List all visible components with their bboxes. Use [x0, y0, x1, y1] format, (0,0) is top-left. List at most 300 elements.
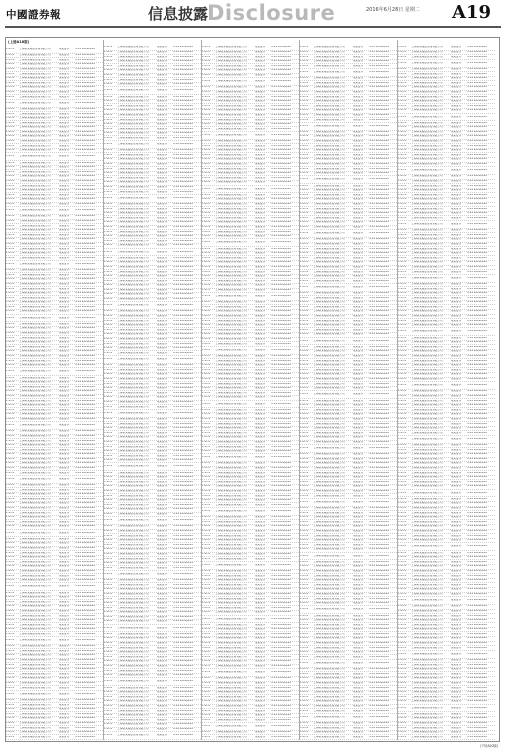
cell-code: 1.21.2 [6, 381, 15, 384]
cell-code: 1.21.2 [104, 579, 113, 582]
cell-code: 1.21.2 [6, 209, 15, 212]
cell-ref: 某某证券 [352, 382, 364, 385]
cell-code: 1.21.2 [104, 230, 113, 233]
cell-code: 1.21.2 [6, 731, 15, 734]
cell-name: 上海某某基金管理有限公司 [19, 569, 51, 572]
cell-num: 0.01 [369, 507, 375, 510]
cell-name: 上海某某基金管理有限公司 [215, 665, 247, 668]
cell-name: 上海某某基金管理有限公司 [215, 118, 247, 121]
cell-code: 1.21.2 [104, 494, 113, 497]
cell-ref: 某某证券 [450, 609, 462, 612]
cell-num: 0.01 [467, 341, 473, 344]
cell-num: 0.01 [271, 284, 277, 287]
cell-date: 2016/6/28 [277, 499, 291, 502]
cell-name: 上海某某基金管理有限公司 [215, 247, 247, 250]
cell-code: 1.21.2 [104, 250, 113, 253]
cell-num: 0.01 [369, 355, 375, 358]
cell-num: 0.01 [271, 718, 277, 721]
cell-date: 2016/6/28 [81, 117, 95, 120]
cell-ref: 某某证券 [58, 477, 70, 480]
cell-ref: 某某证券 [156, 304, 168, 307]
cell-code: 1.21.2 [104, 279, 113, 282]
cell-ref: 某某证券 [352, 193, 364, 196]
cell-name: 上海某某基金管理有限公司 [19, 112, 51, 115]
cell-code: 1.21.2 [6, 614, 15, 617]
cell-name: 上海某某基金管理有限公司 [215, 651, 247, 654]
cell-code: 1.21.2 [6, 81, 15, 84]
cell-code: 1.21.2 [398, 144, 407, 147]
cell-ref: 某某证券 [58, 649, 70, 652]
cell-code: 1.21.2 [300, 64, 309, 67]
cell-num: 0.01 [173, 400, 179, 403]
cell-name: 上海某某基金管理有限公司 [215, 691, 247, 694]
cell-name: 上海某某基金管理有限公司 [215, 187, 247, 190]
cell-code: 1.21.2 [398, 457, 407, 460]
cell-code: 1.21.2 [202, 364, 211, 367]
cell-ref: 某某证券 [58, 376, 70, 379]
cell-date: 2016/6/28 [277, 140, 291, 143]
cell-code: 1.21.2 [398, 198, 407, 201]
cell-ref: 某某证券 [352, 95, 364, 98]
cell-date: 2016/6/28 [179, 207, 193, 210]
cell-ref: 某某证券 [254, 187, 266, 190]
cell-code: 1.21.2 [104, 665, 113, 668]
cell-name: 上海某某基金管理有限公司 [117, 494, 149, 497]
cell-name: 上海某某基金管理有限公司 [411, 448, 443, 451]
cell-ref: 某某证券 [352, 632, 364, 635]
cell-name: 上海某某基金管理有限公司 [19, 708, 51, 711]
cell-ref: 某某证券 [352, 583, 364, 586]
cell-num: 0.01 [173, 203, 179, 205]
cell-name: 上海某某基金管理有限公司 [411, 663, 443, 666]
cell-ref: 某某证券 [156, 118, 168, 121]
cell-num: 0.01 [369, 548, 375, 551]
cell-ref: 某某证券 [254, 284, 266, 287]
cell-num: 0.01 [271, 646, 277, 649]
cell-code: 1.21.2 [300, 333, 309, 336]
cell-date: 2016/6/28 [81, 175, 95, 178]
cell-num: 0.01 [369, 172, 375, 175]
cell-num: 0.01 [173, 73, 179, 76]
cell-date: 2016/6/28 [179, 136, 193, 139]
cell-date: 2016/6/28 [277, 417, 291, 420]
cell-ref: 某某证券 [450, 324, 462, 327]
cell-name: 上海某某基金管理有限公司 [411, 700, 443, 703]
cell-date: 2016/6/28 [81, 546, 95, 549]
cell-code: 1.21.2 [104, 293, 113, 296]
cell-ref: 某某证券 [254, 359, 266, 362]
cell-num: 0.01 [75, 467, 81, 470]
cell-name: 上海某某基金管理有限公司 [313, 55, 345, 58]
cell-num: 0.01 [75, 224, 81, 227]
cell-ref: 某某证券 [254, 373, 266, 376]
cell-code: 1.21.2 [300, 382, 309, 385]
cell-ref: 某某证券 [58, 126, 70, 129]
cell-code: 1.21.2 [398, 652, 407, 655]
table-column-3 [202, 46, 299, 740]
cell-name: 上海某某基金管理有限公司 [117, 597, 149, 600]
cell-name: 上海某某基金管理有限公司 [215, 700, 247, 703]
cell-num: 0.01 [173, 176, 179, 179]
cell-ref: 某某证券 [352, 408, 364, 411]
cell-ref: 某某证券 [254, 275, 266, 278]
cell-num: 0.01 [173, 109, 179, 112]
cell-name: 上海某某基金管理有限公司 [313, 682, 345, 685]
table-row [398, 490, 495, 498]
cell-date: 2016/6/28 [277, 382, 291, 385]
cell-date: 2016/6/28 [473, 619, 487, 622]
cell-num: 0.01 [467, 677, 473, 680]
cell-date: 2016/6/28 [473, 242, 487, 245]
cell-date: 2016/6/28 [179, 680, 193, 683]
cell-num: 0.01 [173, 50, 179, 53]
cell-name: 上海某某基金管理有限公司 [313, 172, 345, 175]
cell-ref: 某某证券 [352, 270, 364, 273]
cell-ref: 某某证券 [352, 238, 364, 241]
cell-date: 2016/6/28 [375, 319, 389, 322]
cell-name: 上海某某基金管理有限公司 [411, 121, 443, 124]
cell-ref: 某某证券 [254, 569, 266, 572]
cell-date: 2016/6/28 [179, 674, 193, 677]
cell-num: 0.01 [271, 606, 277, 609]
table-row [398, 382, 495, 390]
cell-num: 0.01 [75, 67, 81, 70]
cell-num: 0.01 [369, 238, 375, 241]
cell-code: 1.21.2 [398, 560, 407, 563]
cell-name: 上海某某基金管理有限公司 [313, 574, 345, 577]
cell-date: 2016/6/28 [375, 422, 389, 425]
cell-code: 1.21.2 [104, 714, 113, 717]
cell-code: 1.21.2 [104, 324, 113, 327]
cell-date: 2016/6/28 [81, 332, 95, 335]
cell-date: 2016/6/28 [277, 704, 291, 707]
cell-ref: 某某证券 [254, 355, 266, 358]
cell-date: 2016/6/28 [473, 663, 487, 666]
cell-code: 1.21.2 [6, 488, 15, 491]
cell-name: 上海某某基金管理有限公司 [313, 597, 345, 600]
cell-name: 上海某某基金管理有限公司 [215, 261, 247, 264]
table-row [104, 571, 201, 579]
cell-name: 上海某某基金管理有限公司 [117, 225, 149, 228]
cell-date: 2016/6/28 [81, 404, 95, 407]
cell-num: 0.01 [75, 735, 81, 738]
cell-num: 0.01 [369, 560, 375, 563]
cell-date: 2016/6/28 [375, 457, 389, 460]
cell-name: 上海某某基金管理有限公司 [411, 511, 443, 514]
cell-name: 上海某某基金管理有限公司 [19, 48, 51, 50]
cell-ref: 某某证券 [352, 565, 364, 568]
cell-ref: 某某证券 [352, 232, 364, 235]
table-row [104, 678, 201, 686]
cell-name: 上海某某基金管理有限公司 [117, 64, 149, 67]
cell-num: 0.01 [369, 382, 375, 385]
cell-name: 上海某某基金管理有限公司 [117, 396, 149, 399]
cell-code: 1.21.2 [202, 167, 211, 170]
cell-ref: 某某证券 [58, 184, 70, 187]
cell-code: 1.21.2 [202, 691, 211, 694]
cell-ref: 某某证券 [450, 457, 462, 460]
cell-num: 0.01 [271, 569, 277, 572]
cell-date: 2016/6/28 [179, 279, 193, 282]
cell-num: 0.01 [173, 530, 179, 532]
cell-code: 1.21.2 [6, 305, 15, 308]
cell-date: 2016/6/28 [473, 614, 487, 617]
cell-name: 上海某某基金管理有限公司 [19, 659, 51, 662]
cell-name: 上海某某基金管理有限公司 [411, 50, 443, 53]
cell-code: 1.21.2 [104, 691, 113, 694]
cell-name: 上海某某基金管理有限公司 [19, 565, 51, 568]
cell-ref: 某某证券 [450, 731, 462, 734]
cell-code: 1.21.2 [300, 279, 309, 282]
cell-code: 1.21.2 [398, 408, 407, 411]
cell-date: 2016/6/28 [375, 602, 389, 605]
cell-num: 0.01 [369, 221, 375, 224]
cell-num: 0.01 [369, 252, 375, 255]
cell-date: 2016/6/28 [81, 376, 95, 379]
cell-name: 上海某某基金管理有限公司 [19, 77, 51, 80]
cell-name: 上海某某基金管理有限公司 [313, 238, 345, 241]
cell-num: 0.01 [467, 330, 473, 333]
cell-num: 0.01 [271, 355, 277, 358]
cell-name: 上海某某基金管理有限公司 [313, 539, 345, 542]
cell-num: 0.01 [467, 726, 473, 729]
cell-num: 0.01 [467, 731, 473, 734]
cell-num: 0.01 [173, 293, 179, 296]
cell-code: 1.21.2 [300, 140, 309, 143]
cell-num: 0.01 [75, 95, 81, 98]
cell-name: 上海某某基金管理有限公司 [313, 364, 345, 367]
cell-name: 上海某某基金管理有限公司 [19, 229, 51, 232]
cell-num: 0.01 [369, 447, 375, 450]
cell-name: 上海某某基金管理有限公司 [19, 488, 51, 491]
cell-num: 0.01 [271, 319, 277, 322]
cell-code: 1.21.2 [202, 462, 211, 465]
cell-ref: 某某证券 [352, 345, 364, 348]
cell-date: 2016/6/28 [179, 373, 193, 376]
cell-ref: 某某证券 [156, 163, 168, 166]
cell-name: 上海某某基金管理有限公司 [19, 345, 51, 348]
cell-name: 上海某某基金管理有限公司 [19, 301, 51, 304]
cell-date: 2016/6/28 [473, 287, 487, 290]
cell-num: 0.01 [271, 167, 277, 170]
cell-name: 上海某某基金管理有限公司 [215, 55, 247, 58]
cell-num: 0.01 [467, 480, 473, 483]
cell-code: 1.21.2 [104, 700, 113, 703]
cell-ref: 某某证券 [156, 734, 168, 737]
cell-ref: 某某证券 [254, 163, 266, 166]
cell-num: 0.01 [75, 645, 81, 648]
cell-num: 0.01 [173, 534, 179, 537]
cell-date: 2016/6/28 [81, 126, 95, 129]
cell-code: 1.21.2 [202, 230, 211, 233]
cell-ref: 某某证券 [254, 632, 266, 635]
cell-ref: 某某证券 [254, 467, 266, 470]
cell-num: 0.01 [173, 127, 179, 130]
cell-num: 0.01 [271, 450, 277, 453]
cell-name: 上海某某基金管理有限公司 [411, 61, 443, 64]
cell-ref: 某某证券 [58, 511, 70, 514]
cell-date: 2016/6/28 [81, 101, 95, 104]
cell-ref: 某某证券 [58, 677, 70, 680]
cell-name: 上海某某基金管理有限公司 [411, 163, 443, 166]
cell-ref: 某某证券 [352, 507, 364, 510]
cell-ref: 某某证券 [254, 338, 266, 341]
cell-name: 上海某某基金管理有限公司 [19, 54, 51, 57]
cell-date: 2016/6/28 [375, 324, 389, 327]
cell-code: 1.21.2 [104, 298, 113, 301]
cell-date: 2016/6/28 [375, 315, 389, 318]
cell-name: 上海某某基金管理有限公司 [411, 431, 443, 434]
cell-ref: 某某证券 [254, 422, 266, 425]
cell-code: 1.21.2 [104, 396, 113, 399]
cell-name: 上海某某基金管理有限公司 [411, 691, 443, 694]
cell-date: 2016/6/28 [81, 600, 95, 603]
cell-ref: 某某证券 [58, 209, 70, 212]
cell-ref: 某某证券 [58, 135, 70, 138]
cell-code: 1.21.2 [300, 548, 309, 551]
table-row [300, 391, 397, 399]
cell-code: 1.21.2 [6, 140, 15, 143]
cell-date: 2016/6/28 [473, 467, 487, 470]
cell-ref: 某某证券 [58, 215, 70, 218]
cell-code: 1.21.2 [6, 591, 15, 594]
cell-code: 1.21.2 [6, 327, 15, 330]
cell-date: 2016/6/28 [375, 700, 389, 703]
cell-code: 1.21.2 [6, 224, 15, 227]
cell-ref: 某某证券 [450, 668, 462, 671]
cell-date: 2016/6/28 [473, 480, 487, 483]
cell-num: 0.01 [369, 404, 375, 407]
cell-date: 2016/6/28 [375, 50, 389, 53]
cell-code: 1.21.2 [300, 225, 309, 228]
cell-code: 1.21.2 [300, 597, 309, 600]
cell-code: 1.21.2 [104, 143, 113, 146]
cell-ref: 某某证券 [58, 95, 70, 98]
cell-ref: 某某证券 [352, 619, 364, 622]
cell-date: 2016/6/28 [277, 579, 291, 582]
cell-ref: 某某证券 [254, 230, 266, 233]
cell-num: 0.01 [467, 668, 473, 671]
cell-ref: 某某证券 [352, 700, 364, 703]
cell-ref: 某某证券 [58, 394, 70, 397]
table-row [6, 422, 103, 430]
cell-date: 2016/6/28 [375, 256, 389, 259]
table-row [398, 275, 495, 283]
cell-code: 1.21.2 [104, 427, 113, 430]
cell-name: 上海某某基金管理有限公司 [19, 376, 51, 379]
cell-ref: 某某证券 [58, 672, 70, 675]
cell-num: 0.01 [369, 525, 375, 528]
cell-ref: 某某证券 [156, 100, 168, 103]
cell-ref: 某某证券 [58, 86, 70, 89]
cell-ref: 某某证券 [156, 642, 168, 645]
column-divider [201, 40, 202, 740]
cell-num: 0.01 [369, 100, 375, 103]
cell-num: 0.01 [467, 471, 473, 474]
cell-ref: 某某证券 [254, 319, 266, 322]
cell-name: 上海某某基金管理有限公司 [117, 69, 149, 72]
cell-date: 2016/6/28 [375, 655, 389, 658]
cell-num: 0.01 [75, 686, 81, 689]
cell-date: 2016/6/28 [277, 288, 291, 291]
cell-name: 上海某某基金管理有限公司 [313, 619, 345, 622]
cell-date: 2016/6/28 [473, 153, 487, 156]
cell-name: 上海某某基金管理有限公司 [215, 450, 247, 453]
cell-code: 1.21.2 [398, 592, 407, 595]
cell-code: 1.21.2 [398, 467, 407, 470]
cell-name: 上海某某基金管理有限公司 [411, 373, 443, 376]
cell-code: 1.21.2 [300, 339, 309, 342]
cell-name: 上海某某基金管理有限公司 [215, 655, 247, 658]
cell-ref: 某某证券 [58, 600, 70, 603]
cell-date: 2016/6/28 [81, 493, 95, 496]
cell-name: 上海某某基金管理有限公司 [117, 427, 149, 430]
cell-name: 上海某某基金管理有限公司 [411, 632, 443, 635]
cell-code: 1.21.2 [300, 77, 309, 80]
cell-code: 1.21.2 [300, 212, 309, 215]
cell-date: 2016/6/28 [81, 296, 95, 299]
cell-ref: 某某证券 [450, 184, 462, 187]
cell-num: 0.01 [271, 181, 277, 184]
cell-name: 上海某某基金管理有限公司 [19, 649, 51, 652]
cell-name: 上海某某基金管理有限公司 [313, 516, 345, 519]
cell-date: 2016/6/28 [277, 735, 291, 738]
cell-code: 1.21.2 [398, 565, 407, 568]
cell-ref: 某某证券 [450, 574, 462, 577]
cell-ref: 某某证券 [450, 229, 462, 232]
cell-code: 1.21.2 [202, 476, 211, 479]
cell-code: 1.21.2 [202, 305, 211, 308]
cell-date: 2016/6/28 [179, 46, 193, 49]
cell-date: 2016/6/28 [277, 95, 291, 98]
cell-date: 2016/6/28 [375, 167, 389, 170]
cell-ref: 某某证券 [450, 81, 462, 84]
cell-ref: 某某证券 [254, 516, 266, 519]
cell-code: 1.21.2 [202, 396, 211, 399]
cell-date: 2016/6/28 [375, 691, 389, 694]
cell-date: 2016/6/28 [277, 606, 291, 609]
cell-num: 0.01 [467, 144, 473, 147]
cell-code: 1.21.2 [300, 252, 309, 255]
cell-name: 上海某某基金管理有限公司 [117, 221, 149, 224]
cell-ref: 某某证券 [156, 181, 168, 184]
cell-code: 1.21.2 [6, 238, 15, 241]
cell-date: 2016/6/28 [179, 100, 193, 103]
cell-date: 2016/6/28 [179, 143, 193, 146]
cell-ref: 某某证券 [450, 390, 462, 393]
cell-num: 0.01 [369, 457, 375, 460]
cell-ref: 某某证券 [352, 368, 364, 371]
cell-ref: 某某证券 [450, 735, 462, 738]
cell-date: 2016/6/28 [81, 385, 95, 388]
cell-code: 1.21.2 [104, 620, 113, 623]
cell-num: 0.01 [467, 672, 473, 675]
cell-date: 2016/6/28 [81, 677, 95, 680]
cell-ref: 某某证券 [352, 642, 364, 645]
cell-name: 上海某某基金管理有限公司 [313, 404, 345, 407]
cell-num: 0.01 [271, 617, 277, 620]
cell-ref: 某某证券 [254, 212, 266, 215]
cell-num: 0.01 [75, 585, 81, 588]
cell-num: 0.01 [271, 530, 277, 532]
cell-ref: 某某证券 [352, 494, 364, 497]
cell-code: 1.21.2 [202, 60, 211, 63]
cell-code: 1.21.2 [202, 665, 211, 668]
cell-name: 上海某某基金管理有限公司 [215, 284, 247, 287]
cell-code: 1.21.2 [398, 476, 407, 479]
cell-ref: 某某证券 [352, 453, 364, 456]
cell-num: 0.01 [467, 175, 473, 178]
